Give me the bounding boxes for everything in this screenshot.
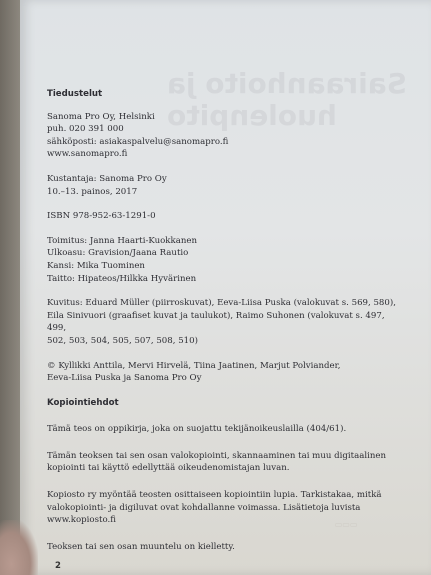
thumb-in-photo <box>0 520 38 575</box>
copy-rights-paragraph-1: Tämä teos on oppikirja, joka on suojattu tekijänoikeuslailla (404/61). <box>47 424 347 435</box>
copy-rights-paragraph-4: Teoksen tai sen osan muuntelu on kielletty. <box>47 541 235 552</box>
show-through-logo: ▭▭▭ <box>334 520 358 529</box>
editorial-credits: Toimitus: Janna Haarti-Kuokkanen Ulkoasu: Gravision/Jaana Rautio Kansi: Mika Tuominen Taitto: Hipateos/Hilkka Hyvärinen <box>47 235 197 284</box>
contact-heading: Tiedustelut <box>47 89 103 99</box>
show-through-line-2: huolenpito <box>167 99 338 132</box>
isbn: ISBN 978-952-63-1291-0 <box>47 211 156 222</box>
publisher-info: Kustantaja: Sanoma Pro Oy 10.–13. painos, 2017 <box>47 173 167 197</box>
page-number: 2 <box>55 561 61 571</box>
copy-rights-paragraph-2: Tämän teoksen tai sen osan valokopiointi, skannaaminen tai muu digitaalinen kopiointi tai käyttö edellyttää oikeudenomistajan luvan. <box>47 450 386 474</box>
copy-rights-heading: Kopiointiehdot <box>47 397 119 408</box>
copyright-notice: © Kyllikki Anttila, Mervi Hirvelä, Tiina Jaatinen, Marjut Polviander, Eeva-Liisa Puska ja Sanoma Pro Oy <box>47 360 341 384</box>
copy-rights-paragraph-3: Kopiosto ry myöntää teosten osittaiseen kopiointiin lupia. Tarkistakaa, mitkä valokopiointi- ja digiluvat ovat kohdallanne voimassa. Lisätietoja luvista www.kopiosto.fi <box>47 490 382 526</box>
image-credits: Kuvitus: Eduard Müller (piirroskuvat), Eeva-Liisa Puska (valokuvat s. 569, 580), Eila Sinivuori (graafiset kuvat ja taulukot), Raimo Suhonen (valokuvat s. 497, 499, 502, 503, 504, 505, 507, 508, 510) <box>47 298 396 346</box>
imprint-text <box>47 88 397 553</box>
show-through-line-1: Sairaanhoito ja <box>167 67 407 100</box>
contact-lines: Sanoma Pro Oy, Helsinki puh. 020 391 000 sähköposti: asiakaspalvelu@sanomapro.fi www.sanomapro.fi <box>47 111 229 160</box>
